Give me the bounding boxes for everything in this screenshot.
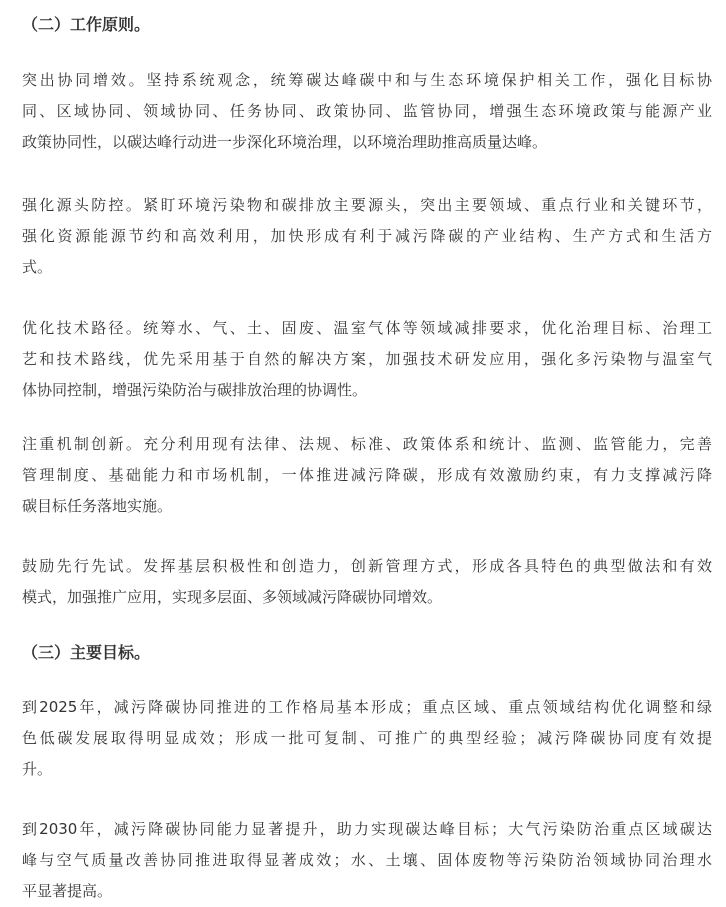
paragraph-line: 平显著提高。 (22, 882, 113, 900)
paragraph-pilot-first (22, 551, 712, 613)
paragraph-line: 管理制度、基础能力和市场机制，一体推进减污降碳，形成有效激励约束，有力支撑减污降 (22, 466, 712, 484)
paragraph-line: 鼓励先行先试。发挥基层积极性和创造力，创新管理方式，形成各具特色的典型做法和有效 (22, 557, 712, 575)
paragraph-line: 到2025年，减污降碳协同推进的工作格局基本形成；重点区域、重点领域结构优化调整和绿 (22, 698, 712, 716)
paragraph-technology-path (22, 313, 712, 406)
paragraph-source-control (22, 190, 712, 283)
paragraph-line: 式。 (22, 258, 53, 276)
paragraph-line: 优化技术路径。统筹水、气、土、固废、温室气体等领域减排要求，优化治理目标、治理工 (22, 319, 712, 337)
paragraph-line: 艺和技术路线，优先采用基于自然的解决方案，加强技术研发应用，强化多污染物与温室气 (22, 350, 712, 368)
paragraph-synergy (22, 65, 712, 158)
paragraph-line: 模式，加强推广应用，实现多层面、多领域减污降碳协同增效。 (22, 588, 443, 606)
section-heading-principles: （二）工作原则。 (22, 15, 151, 34)
paragraph-line: 色低碳发展取得明显成效；形成一批可复制、可推广的典型经验；减污降碳协同度有效提 (22, 729, 712, 747)
section-heading-main-targets: （三）主要目标。 (22, 643, 151, 662)
paragraph-target-2030 (22, 814, 712, 907)
paragraph-line: 注重机制创新。充分利用现有法律、法规、标准、政策体系和统计、监测、监管能力，完善 (22, 435, 712, 453)
paragraph-line: 强化资源能源节约和高效利用，加快形成有利于减污降碳的产业结构、生产方式和生活方 (22, 227, 712, 245)
paragraph-line: 突出协同增效。坚持系统观念，统筹碳达峰碳中和与生态环境保护相关工作，强化目标协 (22, 71, 712, 89)
paragraph-mechanism-innovation (22, 429, 712, 522)
paragraph-line: 到2030年，减污降碳协同能力显著提升，助力实现碳达峰目标；大气污染防治重点区域碳达 (22, 820, 712, 838)
paragraph-line: 政策协同性，以碳达峰行动进一步深化环境治理，以环境治理助推高质量达峰。 (22, 133, 548, 151)
paragraph-line: 峰与空气质量改善协同推进取得显著成效；水、土壤、固体废物等污染防治领域协同治理水 (22, 851, 712, 869)
paragraph-line: 体协同控制，增强污染防治与碳排放治理的协调性。 (22, 381, 368, 399)
paragraph-target-2025 (22, 692, 712, 785)
paragraph-line: 同、区域协同、领域协同、任务协同、政策协同、监管协同，增强生态环境政策与能源产业 (22, 102, 712, 120)
paragraph-line: 升。 (22, 760, 53, 778)
paragraph-line: 强化源头防控。紧盯环境污染物和碳排放主要源头，突出主要领域、重点行业和关键环节， (22, 196, 712, 214)
paragraph-line: 碳目标任务落地实施。 (22, 497, 173, 515)
